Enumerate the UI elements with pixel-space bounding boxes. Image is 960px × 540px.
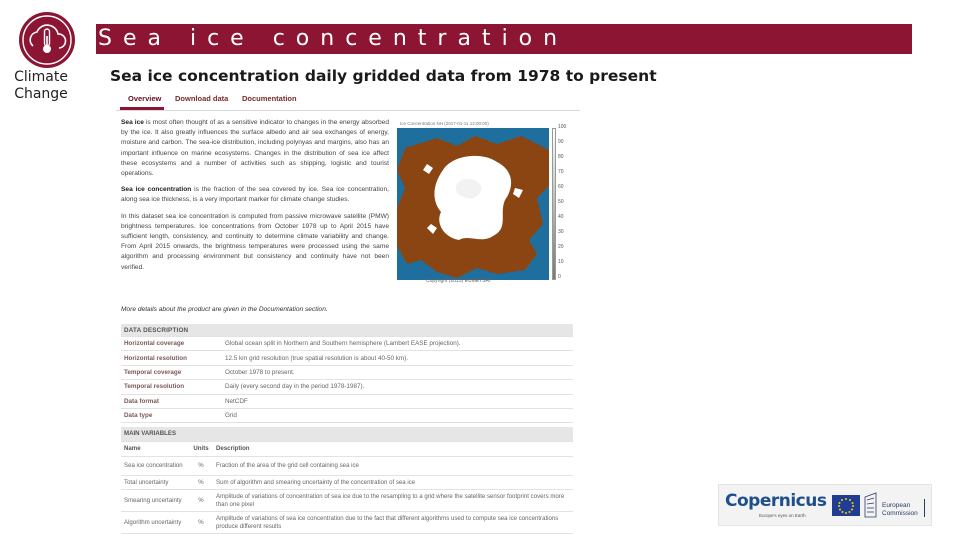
scale-tick: 0 [558,274,561,280]
main-variables-table [121,427,573,534]
table-row: Total uncertainty % Sum of algorithm and smearing uncertainty of the concentration of sea ice [121,476,573,490]
commission-building-icon [863,491,878,518]
scale-tick: 10 [558,259,564,265]
table-row: Horizontal coverage Global ocean split in Northern and Southern hemisphere (Lambert EASE projection). [121,337,573,351]
table-row: Temporal resolution Daily (every second day in the period 1978-1987). [121,380,573,394]
logo-label: Climate Change [14,69,68,102]
table-row: Horizontal resolution 12.5 km grid resolution (true spatial resolution is about 40-50 km). [121,351,573,365]
partner-logos [718,484,932,526]
map-copyright: Copyright (2015) EUMETSAT [426,278,492,284]
scale-tick: 100 [558,124,567,130]
table-row: Data format NetCDF [121,394,573,408]
climate-change-logo [19,12,75,68]
thermometer-cloud-icon [19,12,75,68]
eu-flag-icon [832,495,860,516]
overview-text [121,118,389,279]
scale-tick: 70 [558,169,564,175]
sea-ice-map [397,128,549,280]
tab-documentation[interactable]: Documentation [242,94,297,103]
intro-paragraph-2: Sea ice concentration is the fraction of the sea covered by ice. Sea ice concentration, along sea ice thickness, is a very important marker for climate change studies. [121,186,389,204]
table-row: Smearing uncertainty % Amplitude of variations of concentration of sea ice due to the resampling to a grid where the satellite sensor footprint covers more than one pixel [121,490,573,512]
scale-tick: 80 [558,154,564,160]
table-row: Sea ice concentration % Fraction of the area of the grid cell containing sea ice [121,457,573,476]
scale-tick: 30 [558,229,564,235]
scale-tick: 90 [558,139,564,145]
tab-bar [116,88,580,111]
slide-subtitle: Sea ice concentration daily gridded data from 1978 to present [110,67,657,85]
active-tab-indicator [120,107,164,110]
scale-tick: 40 [558,214,564,220]
copernicus-logo: Copernicus [725,491,827,511]
scale-tick: 60 [558,184,564,190]
data-description-table [121,324,573,423]
tab-download-data[interactable]: Download data [175,94,229,103]
intro-paragraph-1: Sea ice is most often thought of as a sensitive indicator to changes in the energy absorbed by the ice. It also greatly influences the surface albedo and air sea exchanges of energy, moisture and carbon. The sea-ice distribution, including polynyas and margins, also has an important influence on marine ecosystems. Changes in the distribution of sea ice affect these ecosystems and a number of activities such as shipping, logistic and tourist operations. [121,119,389,178]
data-description-header: DATA DESCRIPTION [121,324,573,337]
column-headers: Name Units Description [121,442,573,457]
map-title: Ice Concentration NH (2017-01-11 12:00:00) [400,121,489,126]
divider [924,499,925,517]
slide-title: Sea ice concentration [96,24,912,54]
tab-overview[interactable]: Overview [128,94,162,103]
european-commission-label: European Commission [882,502,918,517]
scale-tick: 20 [558,244,564,250]
copernicus-tagline: Europe's eyes on Earth [759,513,806,518]
color-scale-bar [552,128,556,280]
more-details-link[interactable]: More details about the product are given in the Documentation section. [121,306,328,313]
main-variables-header: MAIN VARIABLES [121,427,573,442]
scale-tick: 50 [558,199,564,205]
table-row: Algorithm uncertainty % Amplitude of variations of sea ice concentration due to the fact that different algorithms used to compute sea ice concentrations produce different results [121,512,573,534]
table-row: Data type Grid [121,408,573,422]
table-row: Temporal coverage October 1978 to present. [121,365,573,379]
dataset-page [116,88,580,540]
intro-paragraph-3: In this dataset sea ice concentration is computed from passive microwave satellite (PMW) brightness temperatures. Ice concentrations from October 1978 up to April 2015 have sufficient length, consistency, and continuity to determine climate variability and change. From April 2015 onwards, the brightness temperatures were processed using the same algorithm and processing environment but consistency and continuity have not been verified. [121,212,389,271]
